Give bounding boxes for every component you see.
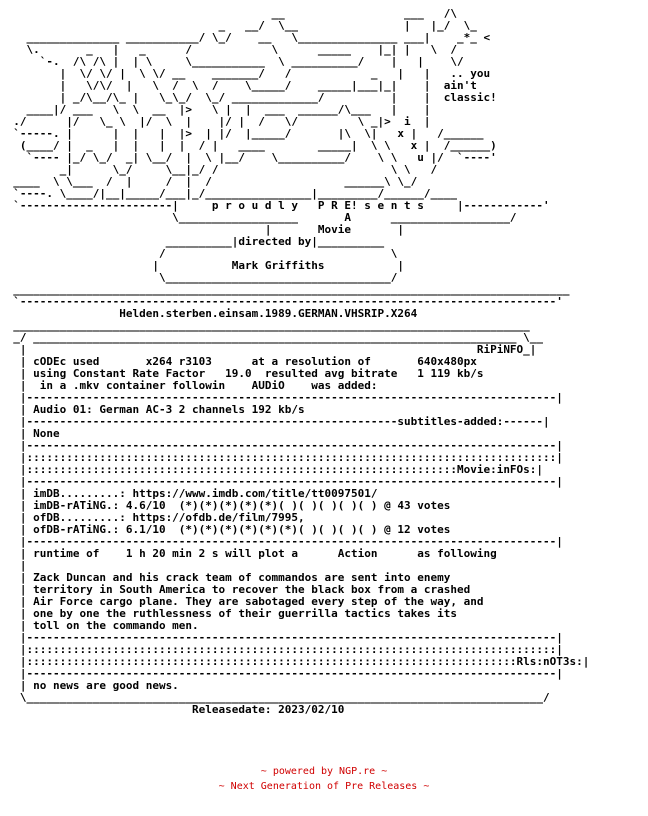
nfo-line: _/ _________________________________________________________________________ \__: [0, 331, 544, 344]
nfo-line: |--------------------------------------------------------------------------------|: [0, 475, 563, 488]
nfo-line: \__________________________________/: [0, 271, 398, 284]
nfo-line: | Zack Duncan and his crack team of commandos are sent into enemy: [0, 571, 451, 584]
nfo-line: |::::::::::::::::::::::::::::::::::::::::::::::::::::::::::::::::::::::::::Rls:nOT3s:|: [0, 655, 590, 668]
nfo-line: \__________________ A __________________/: [0, 211, 517, 224]
nfo-line: |--------------------------------------------------------------------------------|: [0, 535, 563, 548]
nfo-line: | Air Force cargo plane. They are sabotaged every step of the way, and: [0, 595, 484, 608]
nfo-line: / \: [0, 247, 398, 260]
nfo-line: | ofDB.........: https://ofdb.de/film/7995,: [0, 511, 305, 524]
nfo-line: `---- |_/ \_/ _| \__/ | \ |__/ \__________/ \ \ u |/ `----': [0, 151, 497, 164]
nfo-line: | \/\/ | \ / \ / \_____/ _____|___|_| | ain't: [0, 79, 477, 92]
nfo-line: ./ |/ \_ \ |/ \ | |/ | / \/ \ _|> i |: [0, 115, 431, 128]
nfo-line: | Mark Griffiths |: [0, 259, 404, 272]
nfo-line: Releasedate: 2023/02/10: [0, 703, 345, 716]
nfo-line: | in a .mkv container followin AUDiO was added:: [0, 379, 378, 392]
nfo-line: \. _ | _ / \ _____ |_| | \ /: [0, 43, 457, 56]
nfo-line: | no news are good news.: [0, 679, 179, 692]
nfo-line: `----. \____/|__|_____/___|_/________________|_________/______/____: [0, 187, 457, 200]
nfo-line: | Audio 01: German AC-3 2 channels 192 kb/s: [0, 403, 305, 416]
nfo-line: | using Constant Rate Factor 19.0 resulted avg bitrate 1 119 kb/s: [0, 367, 484, 380]
nfo-line: | imDB.........: https://www.imdb.com/title/tt0097501/: [0, 487, 378, 500]
nfo-line: |--------------------------------------------------------------------------------|: [0, 439, 563, 452]
nfo-line: (____/ | _ | | | | / | ____ _____| \ \ x | /______): [0, 139, 497, 152]
tagline-line: ~ Next Generation of Pre Releases ~: [218, 781, 430, 792]
nfo-line: | toll on the commando men.: [0, 619, 199, 632]
nfo-line: ____ \ \___ / | / | / ______\ \_/: [0, 175, 418, 188]
nfo-line: _| \_/ \__|_/ / \ \ /: [0, 163, 438, 176]
nfo-line: |: [0, 559, 27, 572]
nfo-line: ______________________________________________________________________________: [0, 319, 530, 332]
powered-by-line: ~ powered by NGP.re ~: [260, 766, 388, 777]
nfo-line: ____________________________________________________________________________________: [0, 283, 570, 296]
nfo-line: |--------------------------------------------------------------------------------|: [0, 391, 563, 404]
nfo-line: | _/\__/\_ | \_\_/ \_/ _____________/ | | classic!: [0, 91, 497, 104]
nfo-line: |:::::::::::::::::::::::::::::::::::::::::::::::::::::::::::::::::Movie:inFOs:|: [0, 463, 544, 476]
nfo-line: | cODEc used x264 r3103 at a resolution of 640x480px: [0, 355, 477, 368]
nfo-line: |--------------------------------------------------------subtitles-added:------|: [0, 415, 550, 428]
nfo-line: | runtime of 1 h 20 min 2 s will plot a Action as following: [0, 547, 497, 560]
nfo-line: | \/ \/ | \ \/ __ _______/ / _ | | .. you: [0, 67, 491, 80]
nfo-line: _ __/ \__ | |_/ \_: [0, 19, 477, 32]
nfo-line: | RiPiNFO_|: [0, 343, 537, 356]
nfo-line: |--------------------------------------------------------------------------------|: [0, 631, 563, 644]
nfo-line: | ofDB-rATiNG.: 6.1/10 (*)(*)(*)(*)(*)(*)( )( )( )( ) @ 12 votes: [0, 523, 451, 536]
nfo-line: Helden.sterben.einsam.1989.GERMAN.VHSRIP.X264: [0, 307, 418, 320]
nfo-line: | territory in South America to recover the black box from a crashed: [0, 583, 471, 596]
nfo-line: `---------------------------------------------------------------------------------': [0, 295, 563, 308]
nfo-line: `-. /\ /\ | | \ \___________ \ __________/ | | \/: [0, 55, 464, 68]
nfo-line: __ ___ /\: [0, 7, 457, 20]
nfo-line: \______________________________________________________________________________/: [0, 691, 550, 704]
nfo-line: `-----. | | | | |> | |/ |_____/ |\ \| x | /______: [0, 127, 484, 140]
nfo-line: | one by one the ruthlessness of their guerrilla tactics takes its: [0, 607, 457, 620]
nfo-line: |::::::::::::::::::::::::::::::::::::::::::::::::::::::::::::::::::::::::::::::::|: [0, 451, 563, 464]
nfo-line: | None: [0, 427, 60, 440]
nfo-line: |--------------------------------------------------------------------------------|: [0, 667, 563, 680]
nfo-line: __________|directed by|__________: [0, 235, 385, 248]
nfo-line: ______________ ___________/ \_/ __ \_______________ ___| _*_ <: [0, 31, 491, 44]
nfo-line: | Movie |: [0, 223, 404, 236]
nfo-text: [0, 8, 589, 716]
nfo-line: `-----------------------| p r o u d l y P R E! s e n t s |------------': [0, 199, 550, 212]
nfo-line: ____|/ ___ \ \ __ |> \ | | ___ ______/\___ | |: [0, 103, 431, 116]
nfo-line: |::::::::::::::::::::::::::::::::::::::::::::::::::::::::::::::::::::::::::::::::|: [0, 643, 563, 656]
nfo-line: | imDB-rATiNG.: 4.6/10 (*)(*)(*)(*)(*)( )( )( )( )( ) @ 43 votes: [0, 499, 451, 512]
